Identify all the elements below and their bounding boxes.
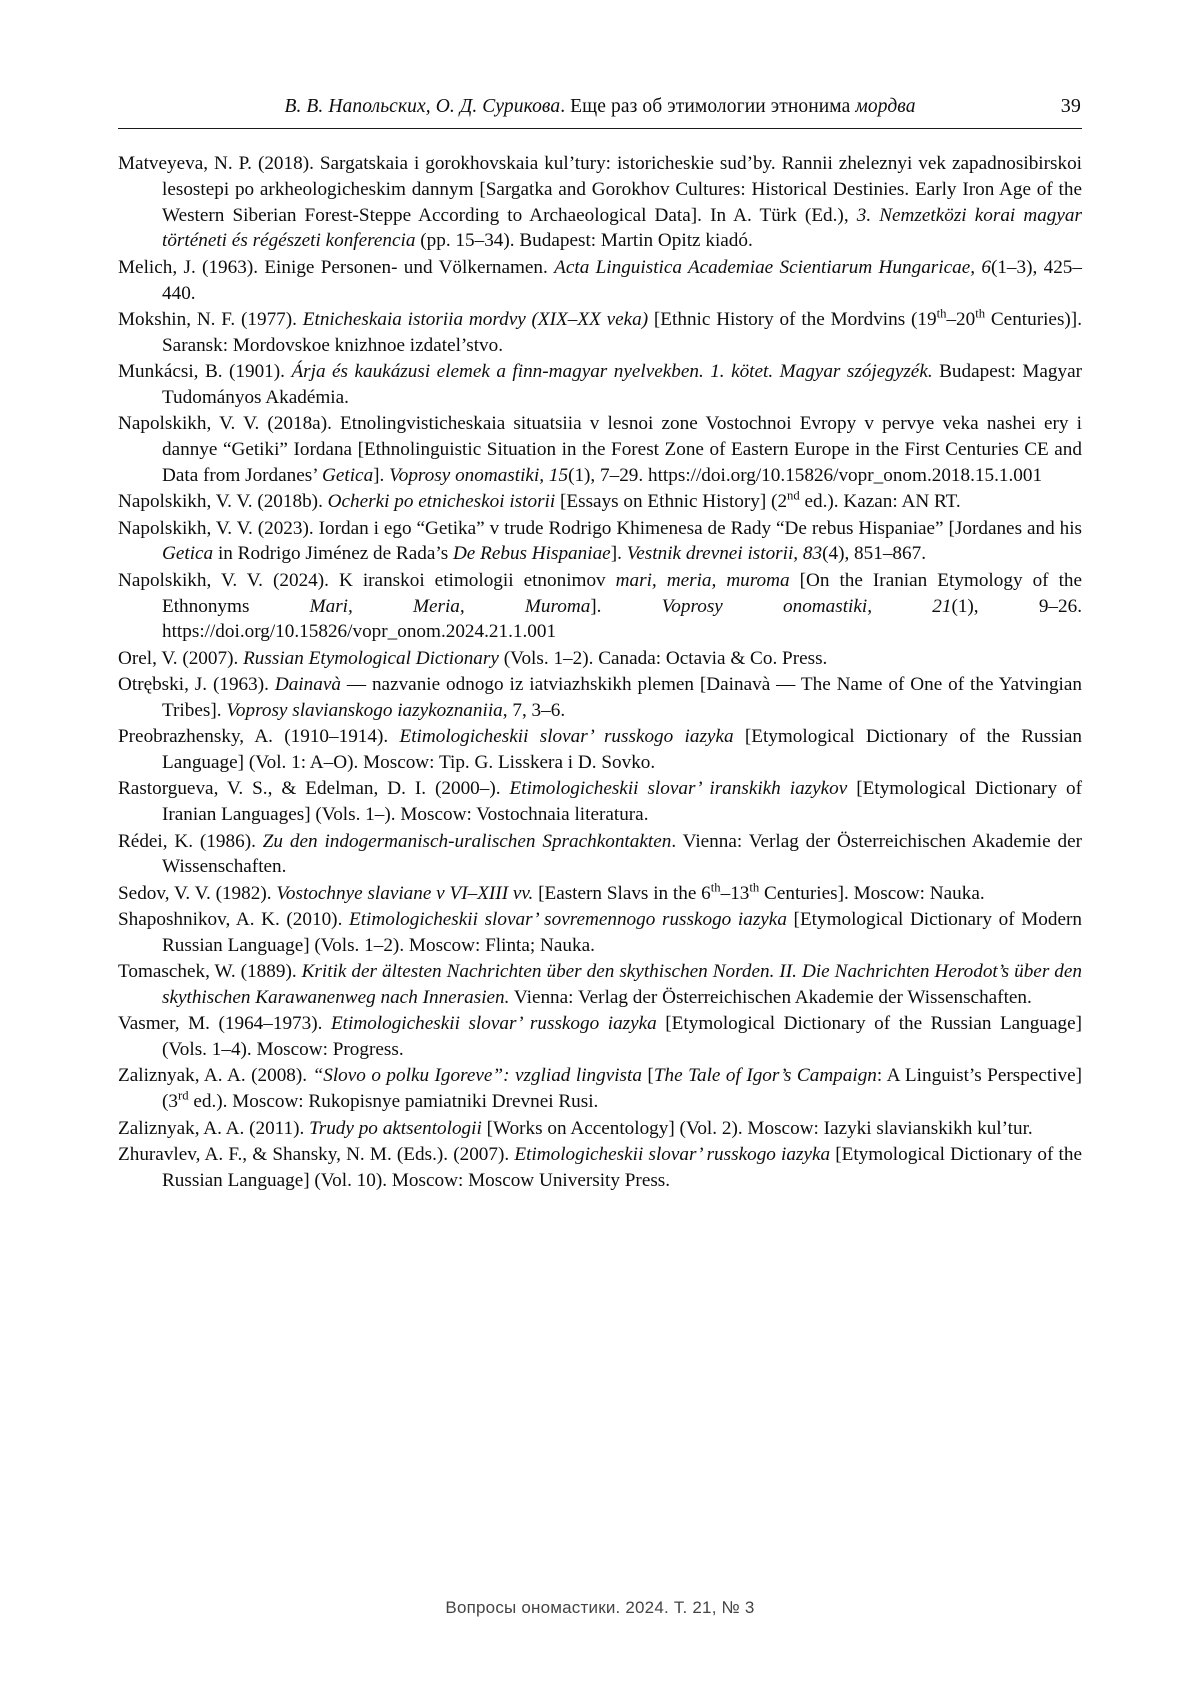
reference-entry: Otrębski, J. (1963). Dainavà — nazvanie odnogo iz iatviazhskikh plemen [Dainavà — The Name of One of the Yatvingian Tribes]. Voprosy slavianskogo iazykoznaniia, 7, 3–6. [118,674,1083,721]
reference-entry: Sedov, V. V. (1982). Vostochnye slaviane v VI–XIII vv. [Eastern Slavs in the 6th–13th Centuries]. Moscow: Nauka. [118,880,985,904]
page-number: 39 [1060,95,1081,117]
reference-entry: Tomaschek, W. (1889). Kritik der ältesten Nachrichten über den skythischen Norden. II. Die Nachrichten Herodot’s über den skythischen Karawanenweg nach Innerasien. Vienna: Verlag der Österreichischen Akademie der Wissenschaften. [118,961,1082,1008]
running-head-text [284,96,915,118]
running-head-title: . Еще раз об этимологии этнонима [560,96,856,117]
reference-entry: Zhuravlev, A. F., & Shansky, N. M. (Eds.). (2007). Etimologicheskii slovar’ russkogo iazyka [Etymological Dictionary of the Russian Language] (Vol. 10). Moscow: Moscow University Press. [118,1143,1082,1191]
reference-entry: Napolskikh, V. V. (2018b). Ocherki po etnicheskoi istorii [Essays on Ethnic History] (2nd ed.). Kazan: AN RT. [118,488,961,513]
header-divider [118,128,1082,129]
reference-entry: Zaliznyak, A. A. (2008). “Slovo o polku Igoreve”: vzgliad lingvista [The Tale of Igor’s Campaign: A Linguist’s Perspective] (3rd ed.). Moscow: Rukopisnye pamiatniki Drevnei Rusi. [118,1065,1083,1113]
running-head-authors: В. В. Напольских, О. Д. Сурикова [284,96,561,117]
reference-entry: Matveyeva, N. P. (2018). Sargatskaia i gorokhovskaia kul’tury: istoricheskie sud’by. Rannii zheleznyi vek zapadnosibirskoi lesostepi po arkheologicheskim dannym [Sargatka and Gorokhov Cultures: Historical Destinies. Early Iron Age of the Western Siberian Forest-Steppe According to Archaeological Data]. In A. Türk (Ed.), 3. Nemzetközi korai magyar történeti és régészeti konferencia (pp. 15–34). Budapest: Martin Opitz kiadó. [118,153,1082,252]
reference-entry: Napolskikh, V. V. (2024). K iranskoi etimologii etnonimov mari, meria, muroma [On the Iranian Etymology of the Ethnonyms Mari, Meria, Muroma]. Voprosy onomastiki, 21(1), 9–26. https://doi.org/10.15826/vopr_onom.2024.21.1.001 [118,569,1083,643]
reference-entry: Napolskikh, V. V. (2023). Iordan i ego “Getika” v trude Rodrigo Khimenesa de Rady “De rebus Hispaniae” [Jordanes and his Getica in Rodrigo Jiménez de Rada’s De Rebus Hispaniae]. Vestnik drevnei istorii, 83(4), 851–867. [118,517,1082,565]
reference-entry: Munkácsi, B. (1901). Árja és kaukázusi elemek a finn-magyar nyelvekben. 1. kötet. Magyar szójegyzék. Budapest: Magyar Tudományos Akadémia. [118,361,1082,408]
reference-entry: Zaliznyak, A. A. (2011). Trudy po aktsentologii [Works on Accentology] (Vol. 2). Moscow: Iazyki slavianskikh kul’tur. [118,1117,1033,1139]
reference-entry: Vasmer, M. (1964–1973). Etimologicheskii slovar’ russkogo iazyka [Etymological Dictionary of the Russian Language] (Vols. 1–4). Moscow: Progress. [118,1013,1082,1061]
footer-journal-line: Вопросы ономастики. 2024. Т. 21, № 3 [445,1598,755,1617]
reference-entry: Mokshin, N. F. (1977). Etnicheskaia istoriia mordvy (XIX–XX veka) [Ethnic History of the Mordvins (19th–20th Centuries)]. Saransk: Mordovskoe knizhnoe izdatel’stvo. [118,306,1082,356]
reference-entry: Rédei, K. (1986). Zu den indogermanisch-uralischen Sprachkontakten. Vienna: Verlag der Österreichischen Akademie der Wissenschaften. [118,830,1082,878]
reference-entry: Melich, J. (1963). Einige Personen- und Völkernamen. Acta Linguistica Academiae Scientiarum Hungaricae, 6(1–3), 425–440. [118,256,1082,304]
running-head [118,96,1082,128]
reference-list [118,151,1082,1194]
reference-entry: Rastorgueva, V. S., & Edelman, D. I. (2000–). Etimologicheskii slovar’ iranskikh iazykov [Etymological Dictionary of Iranian Languages] (Vols. 1–). Moscow: Vostochnaia literatura. [118,778,1082,826]
reference-entry: Napolskikh, V. V. (2018a). Etnolingvisticheskaia situatsiia v lesnoi zone Vostochnoi Evropy v pervye veka nashei ery i dannye “Getiki” Iordana [Ethnolinguistic Situation in the Forest Zone of Eastern Europe in the First Centuries CE and Data from Jordanes’ Getica]. Voprosy onomastiki, 15(1), 7–29. https://doi.org/10.15826/vopr_onom.2018.15.1.001 [118,413,1082,486]
reference-entry: Orel, V. (2007). Russian Etymological Dictionary (Vols. 1–2). Canada: Octavia & Co. Press. [118,647,828,669]
reference-entry: Preobrazhensky, A. (1910–1914). Etimologicheskii slovar’ russkogo iazyka [Etymological Dictionary of the Russian Language] (Vol. 1: A–O). Moscow: Tip. G. Lisskera i D. Sovko. [118,726,1083,774]
running-head-title-keyword: мордва [855,96,916,117]
reference-entry: Shaposhnikov, A. K. (2010). Etimologicheskii slovar’ sovremennogo russkogo iazyka [Etymological Dictionary of Modern Russian Language] (Vols. 1–2). Moscow: Flinta; Nauka. [118,909,1082,956]
